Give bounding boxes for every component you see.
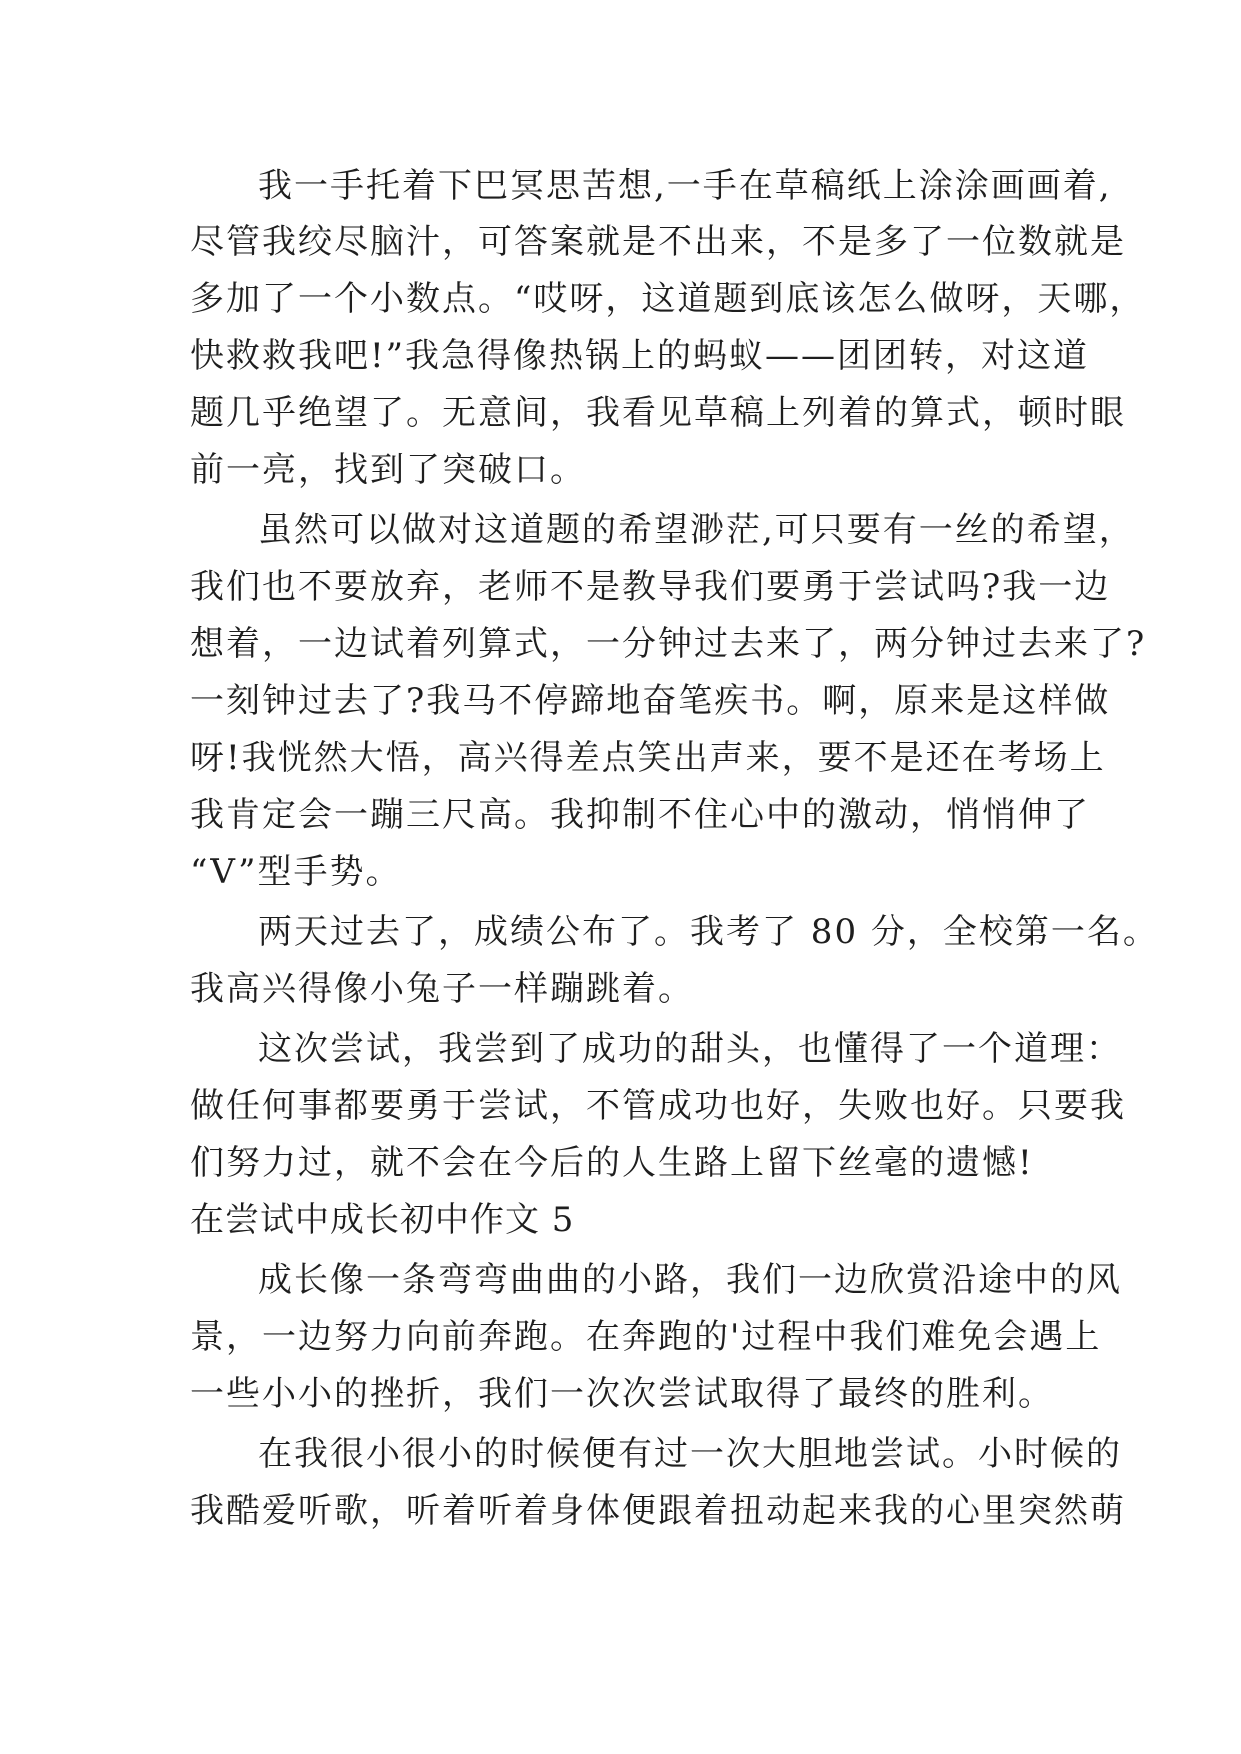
- text-line: 们努力过，就不会在今后的人生路上留下丝毫的遗憾!: [190, 1143, 1034, 1183]
- text-line: 我酷爱听歌，听着听着身体便跟着扭动起来我的心里突然萌: [190, 1491, 1126, 1531]
- text-line: 我高兴得像小兔子一样蹦跳着。: [190, 969, 694, 1009]
- text-line: 快救救我吧!”我急得像热锅上的蚂蚁——团团转，对这道: [190, 336, 1090, 376]
- section-heading: 在尝试中成长初中作文 5: [190, 1200, 575, 1240]
- text-line: 两天过去了，成绩公布了。我考了 80 分，全校第一名。: [258, 912, 1159, 952]
- text-line: 前一亮，找到了突破口。: [190, 450, 586, 490]
- text-line: 这次尝试，我尝到了成功的甜头，也懂得了一个道理：: [258, 1029, 1122, 1069]
- text-line: 我一手托着下巴冥思苦想,一手在草稿纸上涂涂画画着,: [258, 166, 1112, 206]
- text-line: 尽管我绞尽脑汁，可答案就是不出来，不是多了一位数就是: [190, 222, 1126, 262]
- text-line: 我肯定会一蹦三尺高。我抑制不住心中的激动，悄悄伸了: [190, 795, 1090, 835]
- text-line: 我们也不要放弃，老师不是教导我们要勇于尝试吗?我一边: [190, 567, 1111, 607]
- text-line: “V”型手势。: [190, 852, 402, 892]
- text-line: 成长像一条弯弯曲曲的小路，我们一边欣赏沿途中的风: [258, 1260, 1122, 1300]
- text-line: 虽然可以做对这道题的希望渺茫,可只要有一丝的希望，: [258, 510, 1135, 550]
- text-line: 想着，一边试着列算式，一分钟过去来了，两分钟过去来了?: [190, 624, 1147, 664]
- text-line: 做任何事都要勇于尝试，不管成功也好，失败也好。只要我: [190, 1086, 1126, 1126]
- text-line: 景，一边努力向前奔跑。在奔跑的'过程中我们难免会遇上: [190, 1317, 1102, 1357]
- text-line: 一些小小的挫折，我们一次次尝试取得了最终的胜利。: [190, 1374, 1054, 1414]
- text-line: 呀!我恍然大悟，高兴得差点笑出声来，要不是还在考场上: [190, 738, 1106, 778]
- text-line: 题几乎绝望了。无意间，我看见草稿上列着的算式，顿时眼: [190, 393, 1126, 433]
- text-line: 在我很小很小的时候便有过一次大胆地尝试。小时候的: [258, 1434, 1122, 1474]
- text-line: 多加了一个小数点。“哎呀，这道题到底该怎么做呀，天哪，: [190, 279, 1146, 319]
- text-line: 一刻钟过去了?我马不停蹄地奋笔疾书。啊，原来是这样做: [190, 681, 1111, 721]
